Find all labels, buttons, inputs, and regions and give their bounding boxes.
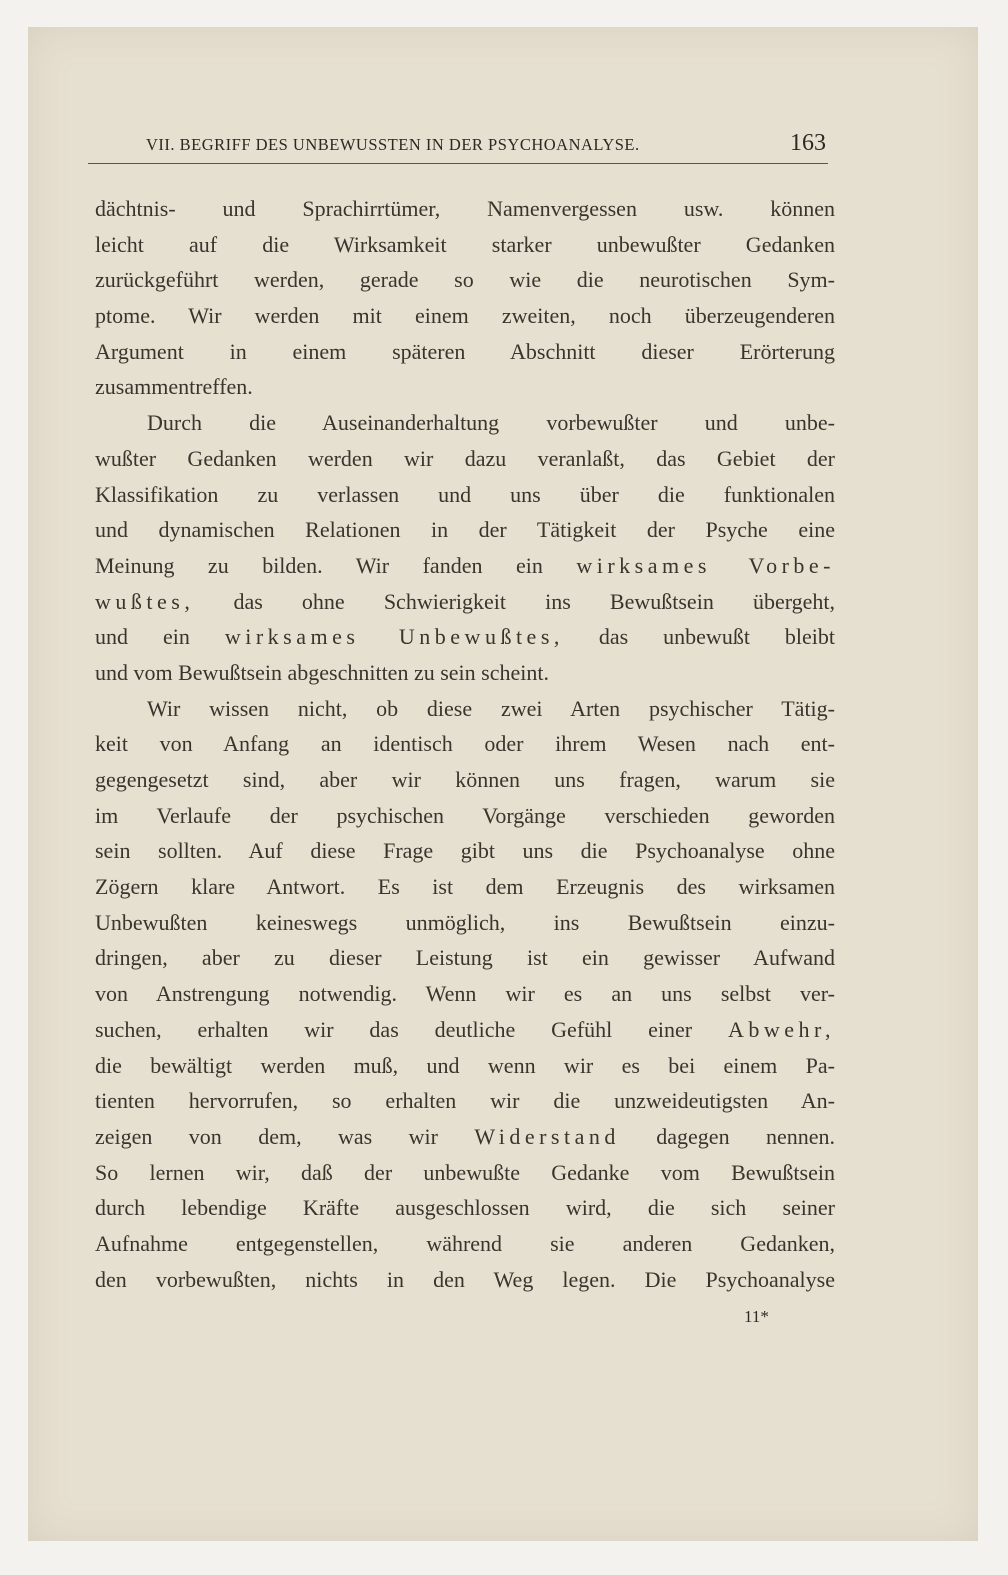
text-line: zusammentreffen. [95, 374, 253, 400]
text-line: und dynamischen Relationen in der Tätigkeit der Psyche eine [95, 517, 835, 543]
text-line: Zögern klare Antwort. Es ist dem Erzeugnis des wirksamen [95, 874, 835, 900]
page-number: 163 [790, 130, 826, 156]
spaced-emphasis: Widerstand [474, 1123, 620, 1149]
text-line: und vom Bewußtsein abgeschnitten zu sein scheint. [95, 659, 549, 685]
text-line: im Verlaufe der psychischen Vorgänge verschieden geworden [95, 802, 835, 828]
text-line: Klassifikation zu verlassen und uns über die funktionalen [95, 481, 835, 507]
spaced-emphasis: Abwehr, [728, 1016, 835, 1042]
text-line: gegengesetzt sind, aber wir können uns fragen, warum sie [95, 767, 835, 792]
text-line: von Anstrengung notwendig. Wenn wir es an uns selbst ver- [95, 981, 835, 1007]
text-line: Aufnahme entgegenstellen, während sie anderen Gedanken, [95, 1230, 835, 1256]
body-text [95, 191, 835, 1297]
text-line [95, 1119, 835, 1155]
text-line: Durch die Auseinanderhaltung vorbewußter und unbe- [147, 410, 835, 436]
text-line [95, 1012, 835, 1048]
text-segment: suchen, erhalten wir das deutliche Gefühl einer [95, 1016, 693, 1042]
text-line: Wir wissen nicht, ob diese zwei Arten psychischer Tätig- [147, 695, 835, 721]
spaced-emphasis: wirksames Vorbe- [576, 552, 835, 578]
text-segment: das unbewußt bleibt [598, 624, 836, 650]
text-segment: Meinung zu bilden. Wir fanden ein [95, 552, 543, 578]
text-line: den vorbewußten, nichts in den Weg legen. Die Psychoanalyse [95, 1266, 835, 1292]
spaced-emphasis: wirksames Unbewußtes, [224, 624, 564, 650]
text-segment: das ohne Schwierigkeit ins Bewußtsein übergeht, [233, 588, 836, 614]
text-line: durch lebendige Kräfte ausgeschlossen wird, die sich seiner [95, 1195, 835, 1221]
signature-mark: 11* [744, 1307, 769, 1326]
text-line: leicht auf die Wirksamkeit starker unbewußter Gedanken [95, 231, 835, 257]
text-line: tienten hervorrufen, so erhalten wir die unzweideutigsten An- [95, 1088, 835, 1114]
running-head [146, 130, 826, 160]
text-line: dächtnis- und Sprachirrtümer, Namenvergessen usw. können [95, 196, 835, 221]
text-line: dringen, aber zu dieser Leistung ist ein gewisser Aufwand [95, 945, 835, 971]
text-line [95, 619, 835, 655]
text-line: Argument in einem späteren Abschnitt dieser Erörterung [95, 338, 835, 364]
text-line: die bewältigt werden muß, und wenn wir es bei einem Pa- [95, 1052, 835, 1078]
chapter-title: VII. BEGRIFF DES UNBEWUSSTEN IN DER PSYCHOANALYSE. [146, 135, 640, 154]
spaced-emphasis: wußtes, [95, 588, 195, 614]
text-segment: zeigen von dem, was wir [95, 1123, 438, 1149]
text-line: sein sollten. Auf diese Frage gibt uns die Psychoanalyse ohne [95, 838, 835, 864]
text-line: keit von Anfang an identisch oder ihrem Wesen nach ent- [95, 731, 835, 757]
text-line: wußter Gedanken werden wir dazu veranlaßt, das Gebiet der [95, 445, 835, 471]
text-segment: und ein [95, 624, 190, 650]
text-line: Unbewußten keineswegs unmöglich, ins Bewußtsein einzu- [95, 909, 835, 935]
text-line [95, 584, 835, 620]
text-line: zurückgeführt werden, gerade so wie die neurotischen Sym- [95, 267, 835, 293]
header-rule [88, 163, 828, 164]
text-line [95, 548, 835, 584]
text-line: So lernen wir, daß der unbewußte Gedanke vom Bewußtsein [95, 1159, 835, 1185]
text-segment: dagegen nennen. [656, 1123, 836, 1149]
text-line: ptome. Wir werden mit einem zweiten, noch überzeugenderen [95, 303, 835, 329]
